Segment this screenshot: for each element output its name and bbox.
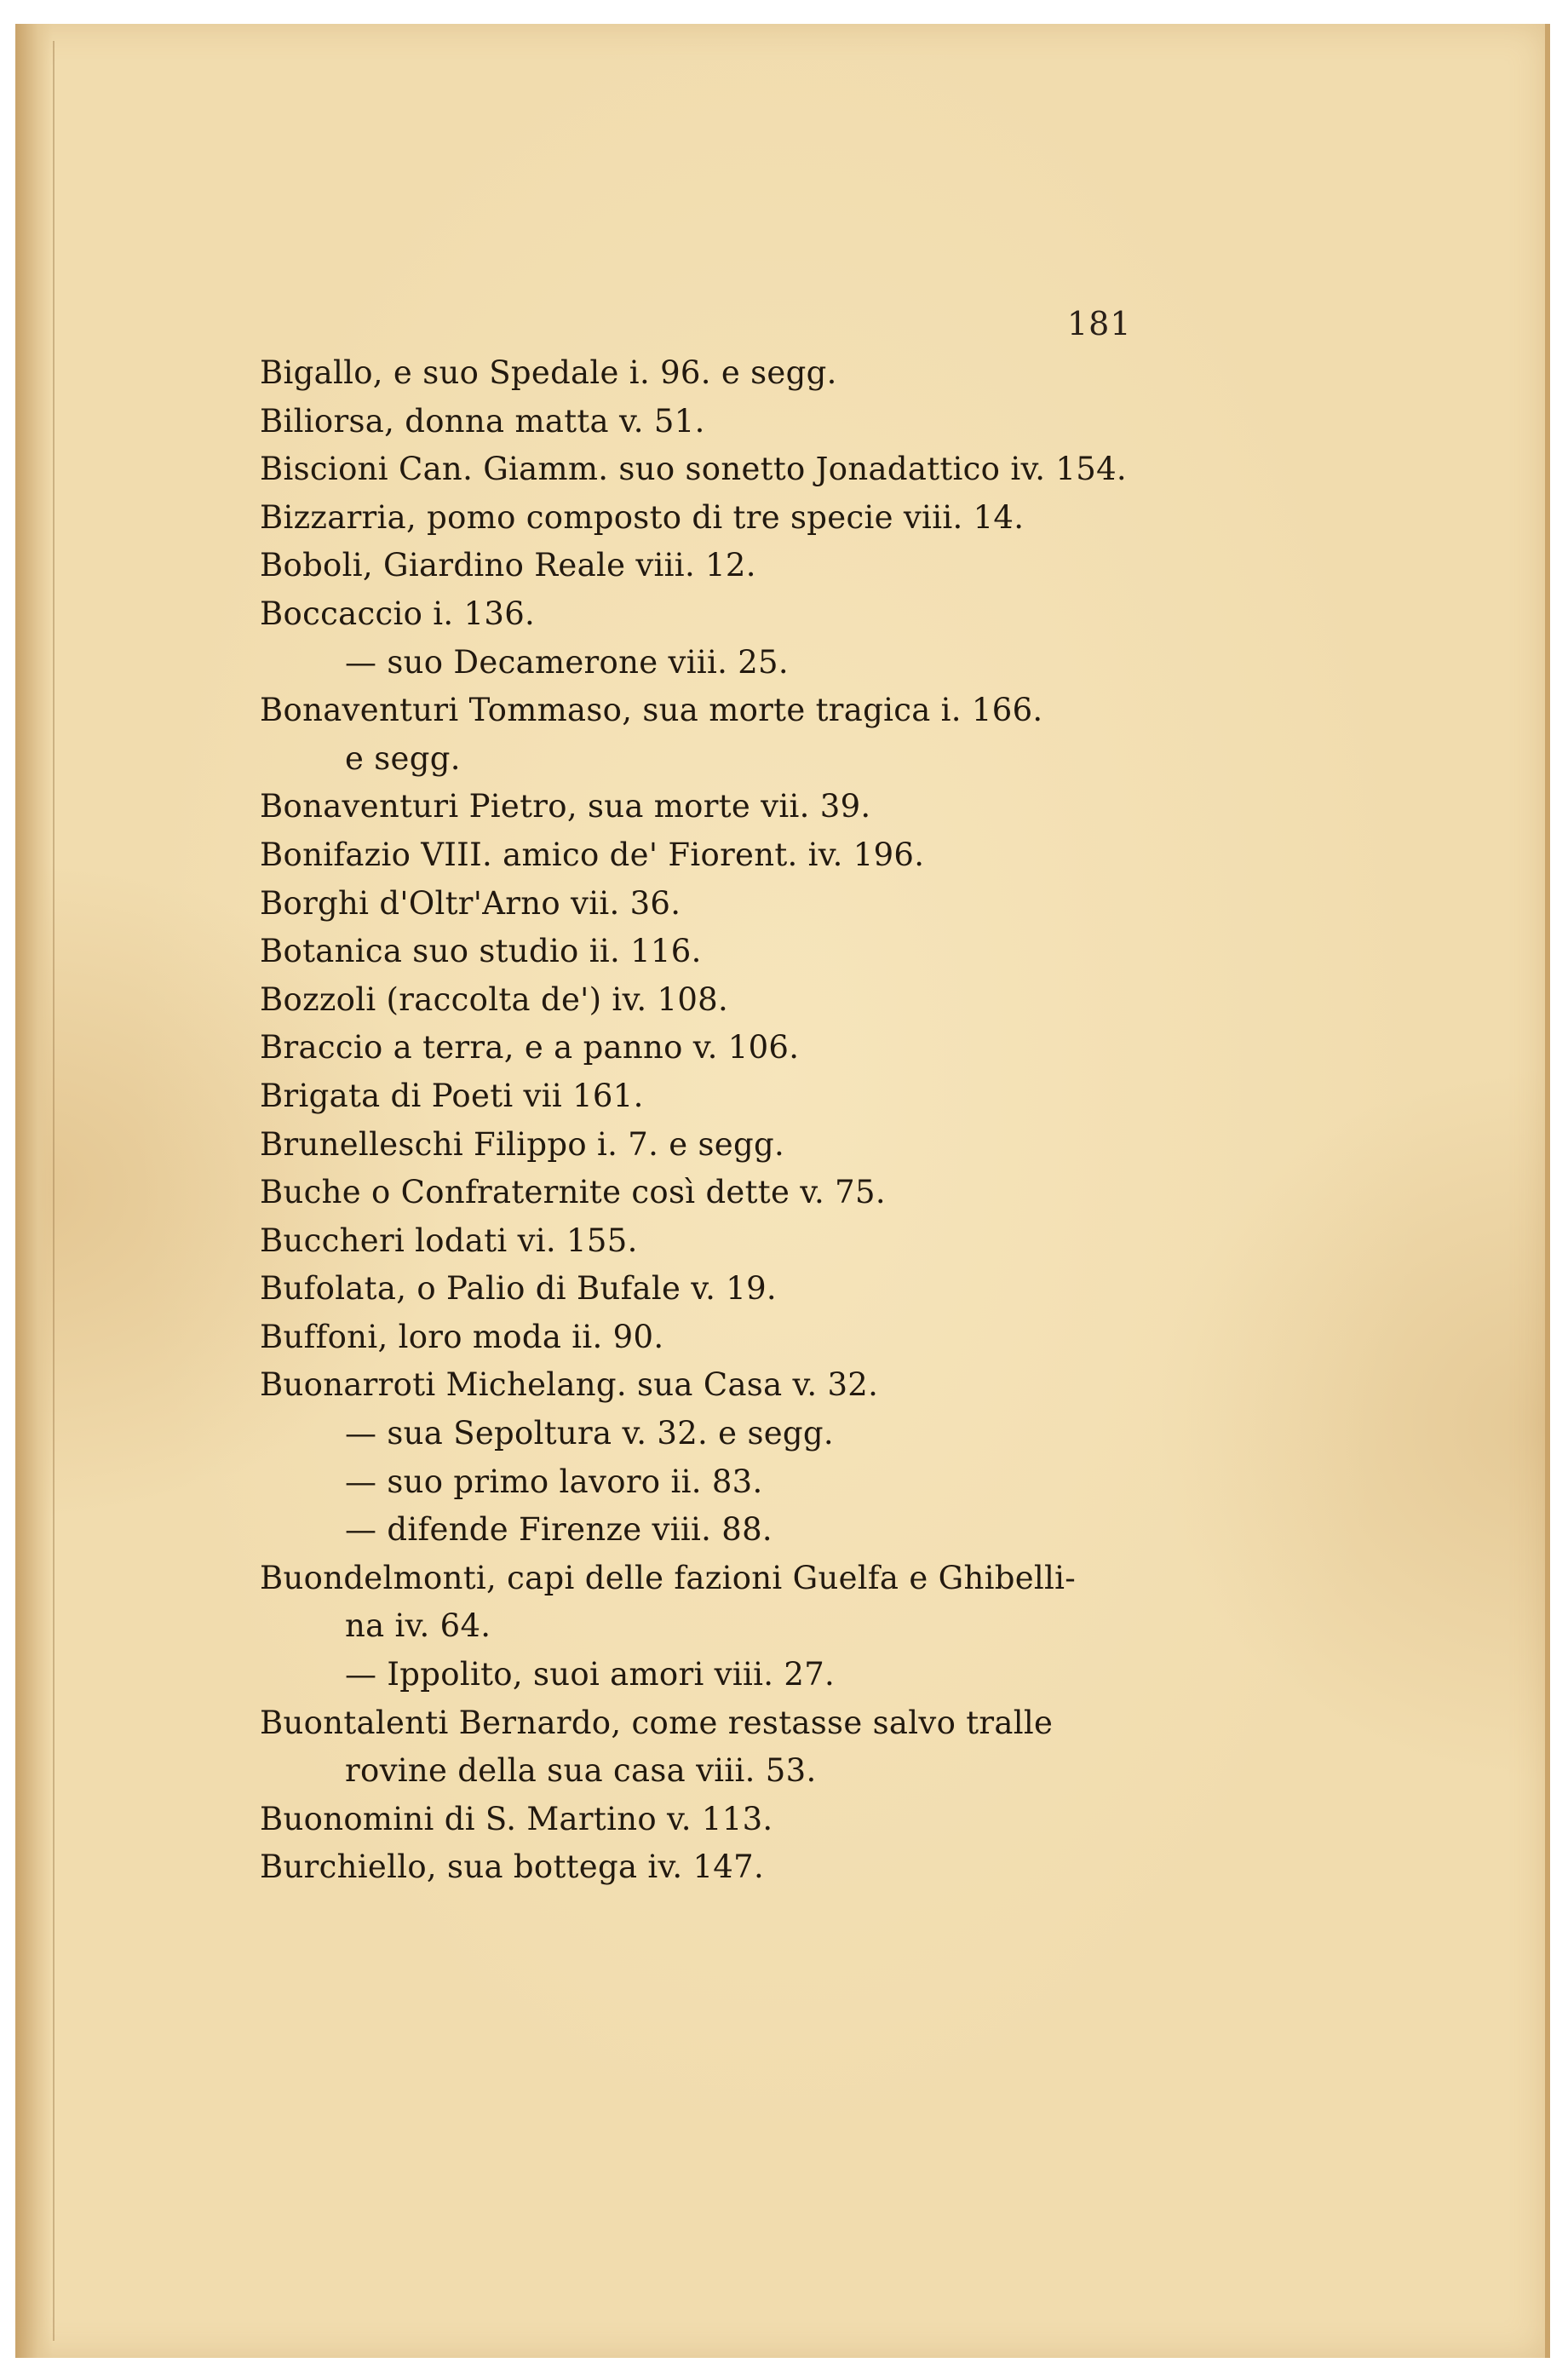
page-spine-shadow [15,24,53,2358]
index-entry: Bonaventuri Pietro, sua morte vii. 39. [260,788,871,825]
index-entry: Borghi d'Oltr'Arno vii. 36. [260,884,681,922]
index-entry: — suo primo lavoro ii. 83. [345,1463,763,1500]
index-entry: Botanica suo studio ii. 116. [260,933,702,970]
index-entry: — sua Sepoltura v. 32. e segg. [345,1415,834,1452]
index-entry: Biscioni Can. Giamm. suo sonetto Jonadattico iv. 154. [260,451,1127,488]
index-entry: Buccheri lodati vi. 155. [260,1222,638,1259]
index-entry: Boccaccio i. 136. [260,595,536,632]
index-entry: Buonarroti Michelang. sua Casa v. 32. [260,1366,879,1404]
page-edge-line [53,41,55,2341]
page-number: 181 [1067,305,1132,342]
index-entry: Buondelmonti, capi delle fazioni Guelfa e Ghibelli- [260,1559,1077,1596]
index-entry: Braccio a terra, e a panno v. 106. [260,1029,800,1067]
index-entry: Bonaventuri Tommaso, sua morte tragica i. 166. [260,692,1043,729]
index-entry: Bigallo, e suo Spedale i. 96. e segg. [260,354,837,391]
index-entry: Buontalenti Bernardo, come restasse salvo tralle [260,1704,1054,1741]
index-entry: Buonomini di S. Martino v. 113. [260,1800,773,1837]
index-entry: rovine della sua casa viii. 53. [345,1752,817,1790]
index-entry: — difende Firenze viii. 88. [345,1511,773,1549]
index-entry: Brigata di Poeti vii 161. [260,1077,644,1114]
index-entry: Biliorsa, donna matta v. 51. [260,402,705,440]
index-entry: Bufolata, o Palio di Bufale v. 19. [260,1270,777,1308]
index-entry: na iv. 64. [345,1607,491,1645]
index-entry: Burchiello, sua bottega iv. 147. [260,1848,765,1886]
index-entry: Buffoni, loro moda ii. 90. [260,1318,664,1355]
index-entry: Boboli, Giardino Reale viii. 12. [260,547,756,584]
index-list [260,349,1205,1892]
index-entry: — suo Decamerone viii. 25. [345,643,789,681]
index-entry: Bonifazio VIII. amico de' Fiorent. iv. 196. [260,836,925,873]
index-entry: — Ippolito, suoi amori viii. 27. [345,1656,836,1693]
index-entry: e segg. [345,739,461,777]
index-entry: Bozzoli (raccolta de') iv. 108. [260,980,729,1018]
index-entry: Buche o Confraternite così dette v. 75. [260,1174,886,1211]
index-entry: Brunelleschi Filippo i. 7. e segg. [260,1125,785,1163]
index-entry: Bizzarria, pomo composto di tre specie viii. 14. [260,498,1025,536]
